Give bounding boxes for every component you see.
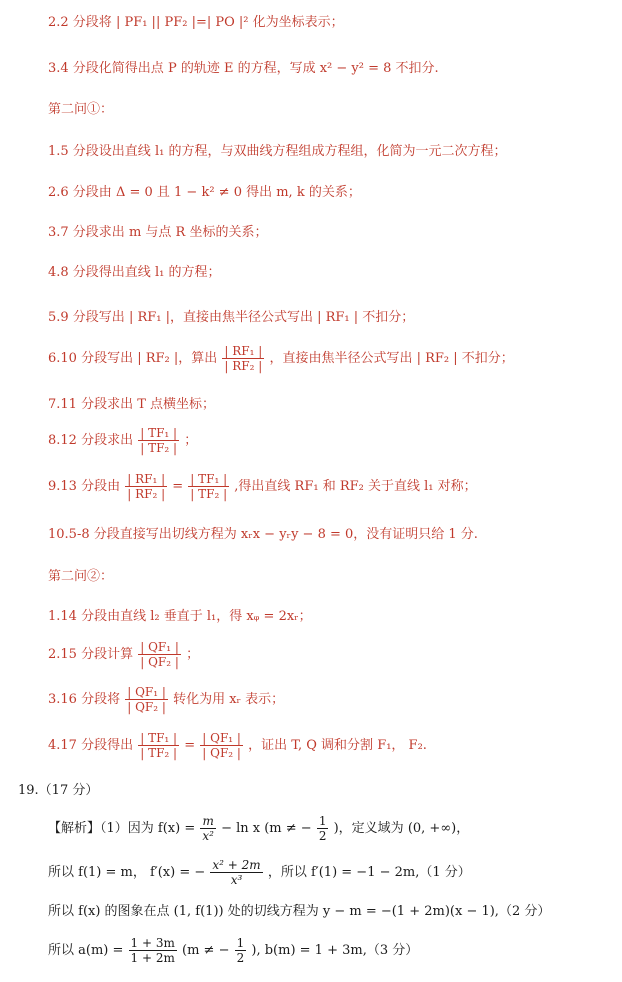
note-7-11: 7.11 分段求出 T 点横坐标；	[48, 397, 216, 412]
text: ，证出 T, Q 调和分割 F₁， F₂.	[248, 738, 427, 753]
fraction	[138, 731, 179, 760]
fraction	[210, 858, 262, 887]
denominator: x³	[230, 873, 243, 887]
fraction	[200, 731, 243, 760]
denominator: | TF₂ |	[190, 487, 228, 501]
equals-sign: =	[184, 738, 196, 753]
text: 所以 f(1) = m， f′(x) = −	[48, 865, 206, 880]
note-3-16	[48, 685, 284, 714]
numerator: | TF₁ |	[140, 426, 178, 440]
numerator: | QF₁ |	[140, 640, 179, 654]
denominator: | RF₂ |	[127, 487, 166, 501]
text: 转化为用 xᵣ 表示；	[173, 692, 285, 707]
question-number: 19.（17 分）	[18, 783, 99, 798]
note-4-17	[48, 731, 427, 760]
text: ，所以 f′(1) = −1 − 2m,（1 分）	[267, 865, 471, 880]
denominator: | TF₂ |	[140, 441, 178, 455]
text: 【解析】（1）因为 f(x) =	[48, 821, 196, 836]
numerator: m	[202, 814, 214, 828]
numerator: | QF₁ |	[127, 685, 166, 699]
numerator: | TF₁ |	[190, 472, 228, 486]
numerator: 1	[236, 936, 245, 950]
text: 2.15 分段计算	[48, 647, 134, 662]
text: (m ≠ −	[182, 943, 230, 958]
numerator: | TF₁ |	[140, 731, 178, 745]
fraction	[200, 814, 216, 843]
note-2-6: 2.6 分段由 Δ = 0 且 1 − k² ≠ 0 得出 m, k 的关系；	[48, 185, 361, 200]
equals-sign: =	[172, 479, 184, 494]
denominator: 2	[318, 829, 327, 843]
numerator: | QF₁ |	[202, 731, 241, 745]
numerator: x² + 2m	[212, 858, 261, 872]
numerator: 1	[318, 814, 327, 828]
denominator: 1 + 2m	[130, 951, 175, 965]
text: 6.10 分段写出 | RF₂ |，算出	[48, 351, 218, 366]
text: 3.16 分段将	[48, 692, 121, 707]
text: )，定义域为 (0, +∞)，	[333, 821, 470, 836]
fraction	[222, 344, 264, 373]
section-heading-part2-2: 第二问②：	[48, 569, 114, 584]
solution-line-2	[48, 858, 471, 887]
note-3-7: 3.7 分段求出 m 与点 R 坐标的关系；	[48, 225, 268, 240]
text: 4.17 分段得出	[48, 738, 134, 753]
note-5-9: 5.9 分段写出 | RF₁ |，直接由焦半径公式写出 | RF₁ | 不扣分；	[48, 310, 415, 325]
fraction	[235, 936, 247, 965]
fraction	[317, 814, 329, 843]
text: ), b(m) = 1 + 3m,（3 分）	[251, 943, 419, 958]
denominator: | QF₂ |	[140, 655, 179, 669]
note-2-2: 2.2 分段将 | PF₁ || PF₂ |=| PO |² 化为坐标表示；	[48, 15, 344, 30]
note-10-5-8: 10.5-8 分段直接写出切线方程为 xᵣx − yᵣy − 8 = 0，没有证明只给 1 分.	[48, 527, 478, 542]
text: ；	[184, 433, 198, 448]
denominator: | RF₂ |	[224, 359, 263, 373]
denominator: | QF₂ |	[127, 700, 166, 714]
solution-line-4	[48, 936, 418, 965]
note-1-5: 1.5 分段设出直线 l₁ 的方程，与双曲线方程组成方程组，化简为一元二次方程；	[48, 144, 507, 159]
text: ；	[186, 647, 200, 662]
text: ,得出直线 RF₁ 和 RF₂ 关于直线 l₁ 对称；	[234, 479, 477, 494]
note-9-13	[48, 472, 477, 501]
fraction	[138, 426, 179, 455]
fraction	[125, 472, 167, 501]
note-6-10	[48, 344, 514, 373]
text: ，直接由焦半径公式写出 | RF₂ | 不扣分；	[269, 351, 514, 366]
note-1-14: 1.14 分段由直线 l₂ 垂直于 l₁，得 xᵩ = 2xᵣ；	[48, 609, 312, 624]
numerator: | RF₁ |	[127, 472, 166, 486]
numerator: | RF₁ |	[224, 344, 263, 358]
text: 9.13 分段由	[48, 479, 121, 494]
fraction	[125, 685, 168, 714]
note-3-4: 3.4 分段化简得出点 P 的轨迹 E 的方程，写成 x² − y² = 8 不扣分.	[48, 61, 439, 76]
text: 8.12 分段求出	[48, 433, 134, 448]
denominator: x²	[202, 829, 214, 843]
solution-line-3: 所以 f(x) 的图象在点 (1, f(1)) 处的切线方程为 y − m = −(1 + 2m)(x − 1),（2 分）	[48, 904, 551, 919]
note-2-15	[48, 640, 199, 669]
solution-line-1	[48, 814, 469, 843]
text: 所以 a(m) =	[48, 943, 124, 958]
denominator: 2	[236, 951, 245, 965]
note-4-8: 4.8 分段得出直线 l₁ 的方程；	[48, 265, 221, 280]
numerator: 1 + 3m	[130, 936, 175, 950]
text: − ln x (m ≠ −	[221, 821, 312, 836]
note-8-12	[48, 426, 197, 455]
section-heading-part2-1: 第二问①：	[48, 102, 114, 117]
fraction	[129, 936, 177, 965]
denominator: | QF₂ |	[202, 746, 241, 760]
fraction	[188, 472, 229, 501]
denominator: | TF₂ |	[140, 746, 178, 760]
fraction	[138, 640, 181, 669]
